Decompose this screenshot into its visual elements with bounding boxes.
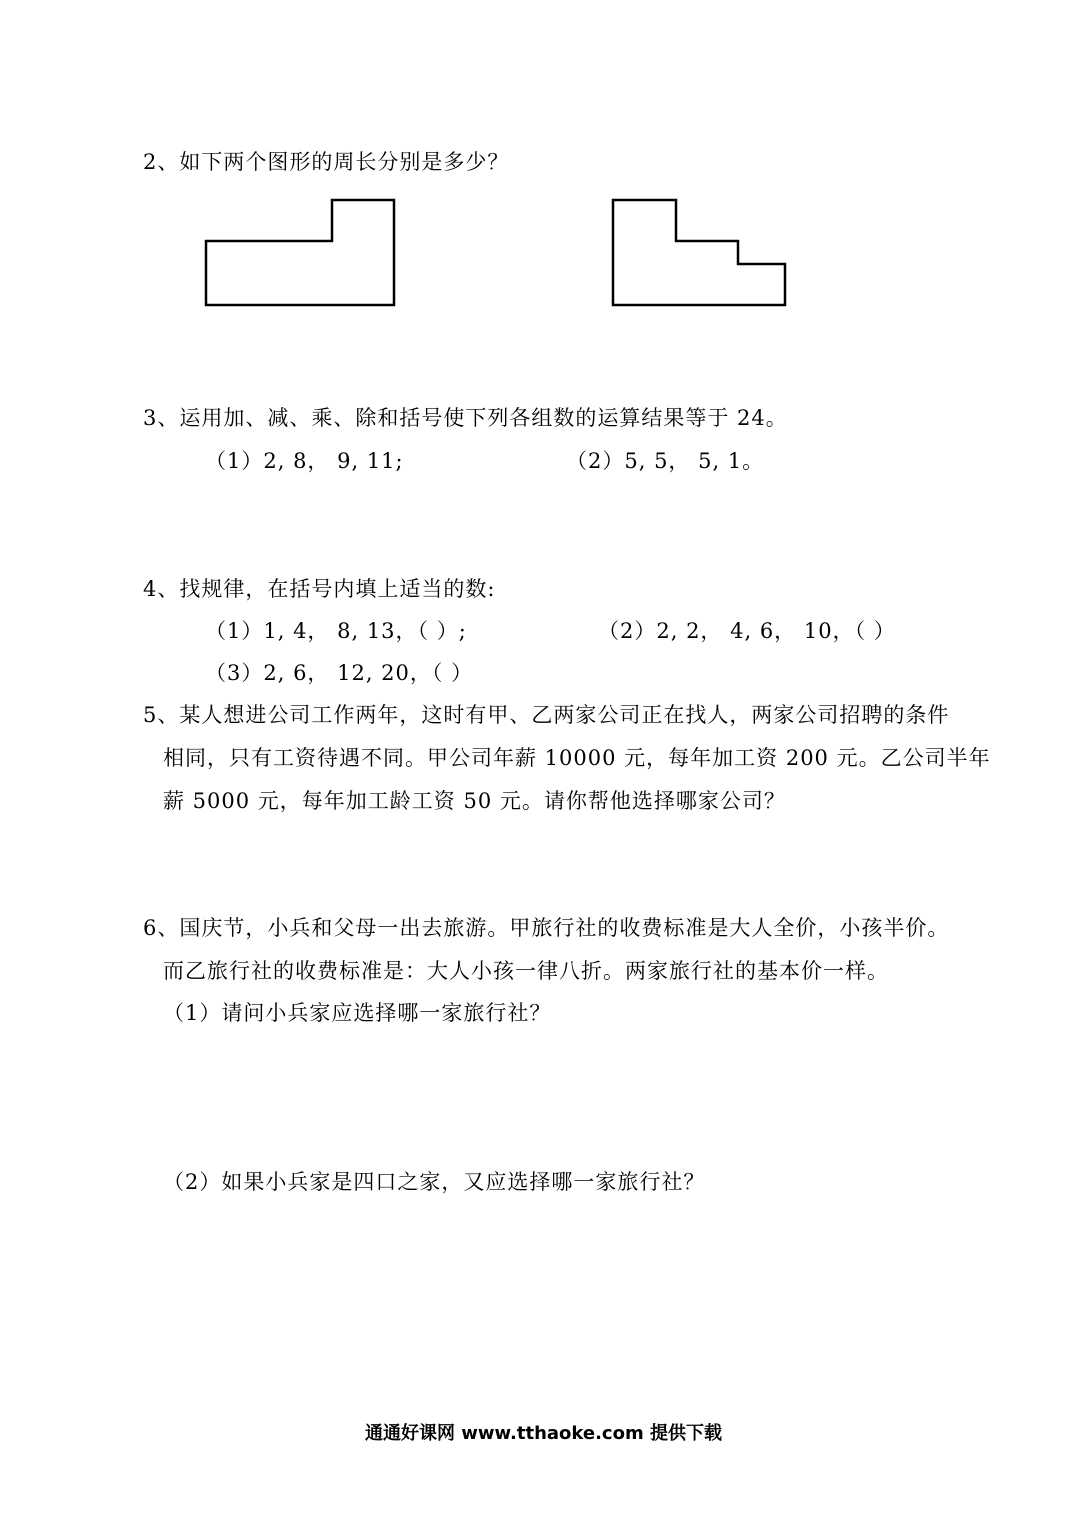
question-6-line-2: 而乙旅行社的收费标准是：大人小孩一律八折。两家旅行社的基本价一样。 <box>163 959 889 983</box>
figure-l-shape <box>200 195 400 310</box>
figure-staircase-shape <box>607 195 792 310</box>
question-4-part-3: （3）2, 6， 12, 20，（ ） <box>205 661 474 685</box>
question-3-part-1: （1）2, 8， 9, 11; <box>205 449 404 473</box>
question-5-line-1: 5、某人想进公司工作两年，这时有甲、乙两家公司正在找人，两家公司招聘的条件 <box>143 703 950 727</box>
figure-l-shape-outline <box>206 200 394 305</box>
question-5-line-2: 相同，只有工资待遇不同。甲公司年薪 10000 元，每年加工资 200 元。乙公司半年 <box>163 746 991 770</box>
question-3: 3、运用加、减、乘、除和括号使下列各组数的运算结果等于 24。 <box>143 406 788 430</box>
figure-staircase-shape-outline <box>613 200 785 305</box>
question-2: 2、如下两个图形的周长分别是多少？ <box>143 150 510 174</box>
question-6-part-1: （1）请问小兵家应选择哪一家旅行社？ <box>163 1001 552 1025</box>
question-4-part-1: （1）1, 4， 8, 13，（ ）; <box>205 619 467 643</box>
footer-credit: 通通好课网 www.tthaoke.com 提供下载 <box>365 1423 722 1444</box>
question-6-part-2: （2）如果小兵家是四口之家，又应选择哪一家旅行社？ <box>163 1170 706 1194</box>
question-3-part-2: （2）5, 5， 5, 1。 <box>566 449 765 473</box>
question-4-part-2: （2）2, 2， 4, 6， 10，（ ） <box>598 619 896 643</box>
question-5-line-3: 薪 5000 元，每年加工龄工资 50 元。请你帮他选择哪家公司？ <box>163 789 786 813</box>
question-6-line-1: 6、国庆节，小兵和父母一出去旅游。甲旅行社的收费标准是大人全价，小孩半价。 <box>143 916 950 940</box>
question-4: 4、找规律，在括号内填上适当的数: <box>143 577 496 601</box>
